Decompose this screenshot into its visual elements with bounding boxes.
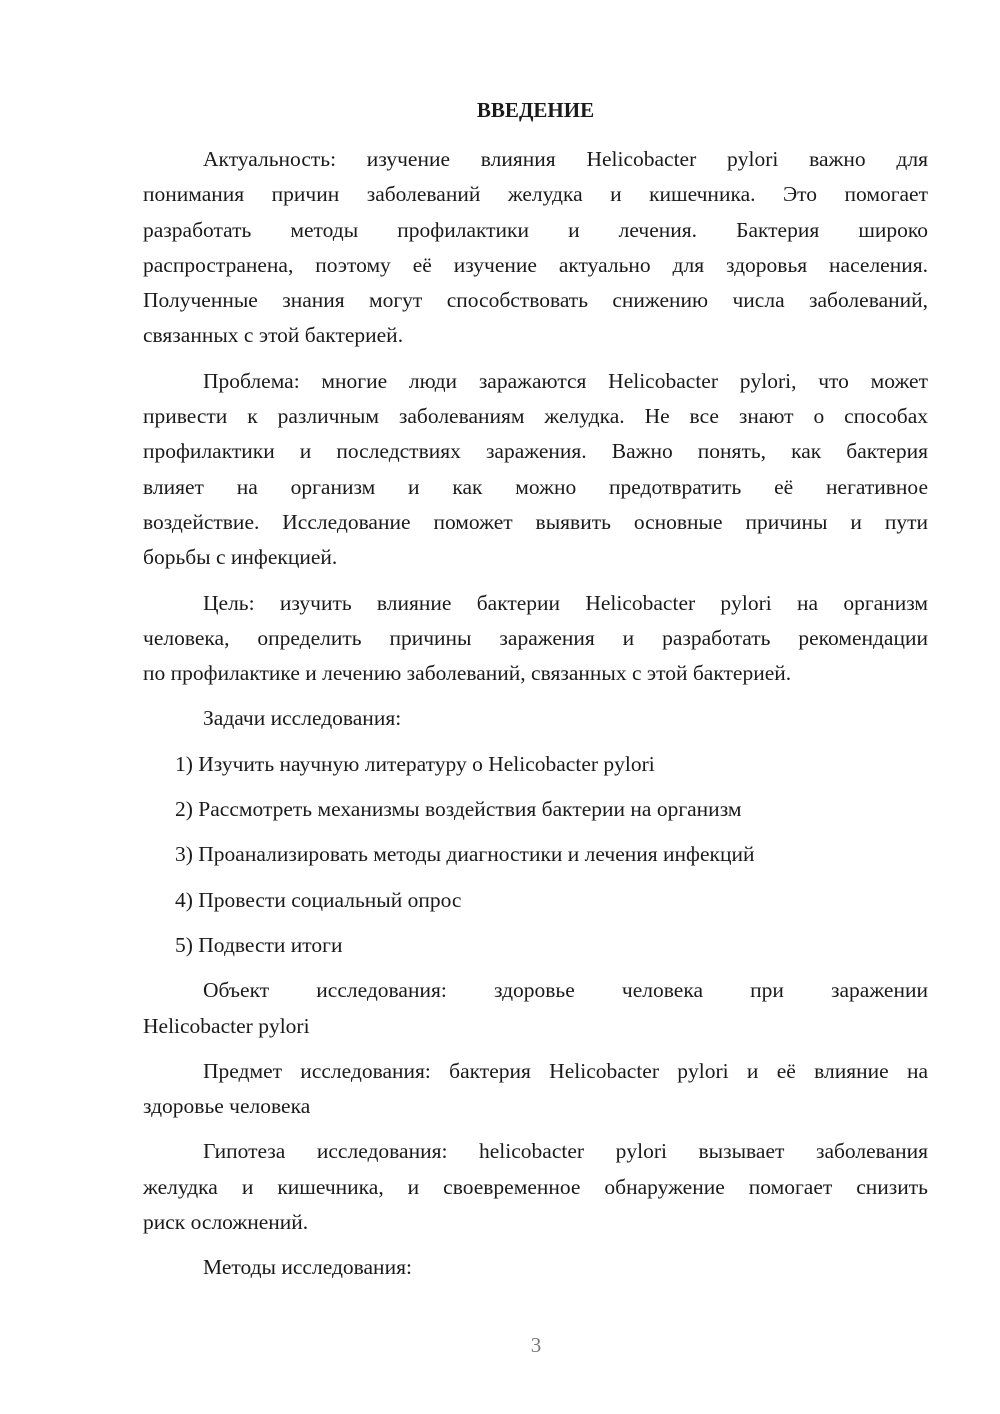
tasks-list xyxy=(143,747,928,963)
paragraph-hypothesis xyxy=(143,1134,928,1240)
text-line: борьбы с инфекцией. xyxy=(143,545,338,570)
text-line: Проблема: многие люди заражаются Helicobacter pylori, что может xyxy=(203,368,928,393)
text-line: Helicobacter pylori xyxy=(143,1013,310,1038)
page-number: 3 xyxy=(530,1333,542,1357)
text-line: профилактики и последствиях заражения. Важно понять, как бактерия xyxy=(143,439,928,464)
text-line: Объект исследования: здоровье человека при заражении xyxy=(203,978,928,1003)
text-line: Актуальность: изучение влияния Helicobacter pylori важно для xyxy=(203,147,928,171)
paragraph-relevance xyxy=(143,142,928,354)
text-line: риск осложнений. xyxy=(143,1210,309,1235)
document-page xyxy=(143,93,928,1296)
text-line: влияет на организм и как можно предотвратить её негативное xyxy=(143,474,928,499)
text-line: связанных с этой бактерией. xyxy=(143,323,404,348)
paragraph-object xyxy=(143,973,928,1044)
paragraph-subject xyxy=(143,1054,928,1125)
task-item: 1) Изучить научную литературу о Helicobacter pylori xyxy=(175,751,655,776)
text-line: Предмет исследования: бактерия Helicobacter pylori и её влияние на xyxy=(203,1058,928,1083)
paragraphs-top xyxy=(143,142,928,737)
task-item: 3) Проанализировать методы диагностики и лечения инфекций xyxy=(175,842,755,867)
paragraph-goal xyxy=(143,586,928,692)
paragraph-tasks-heading xyxy=(143,701,928,736)
task-item: 4) Провести социальный опрос xyxy=(175,887,462,912)
task-item: 5) Подвести итоги xyxy=(175,932,343,957)
text-line: желудка и кишечника, и своевременное обнаружение помогает снизить xyxy=(143,1174,928,1199)
text-line: по профилактике и лечению заболеваний, связанных с этой бактерией. xyxy=(143,661,792,686)
text-line: Полученные знания могут способствовать снижению числа заболеваний, xyxy=(143,288,928,313)
paragraph-problem xyxy=(143,364,928,576)
text-line: воздействие. Исследование поможет выявить основные причины и пути xyxy=(143,509,928,534)
text-line: человека, определить причины заражения и разработать рекомендации xyxy=(143,625,928,650)
text-line: здоровье человека xyxy=(143,1094,311,1119)
text-line: Цель: изучить влияние бактерии Helicobacter pylori на организм xyxy=(203,590,928,615)
paragraph-methods-heading xyxy=(143,1250,928,1285)
page-title: ВВЕДЕНИЕ xyxy=(476,98,595,122)
text-line: разработать методы профилактики и лечения. Бактерия широко xyxy=(143,217,928,242)
text-line: понимания причин заболеваний желудка и кишечника. Это помогает xyxy=(143,182,928,207)
text-line: распространена, поэтому её изучение актуально для здоровья населения. xyxy=(143,252,928,277)
text-line: привести к различным заболеваниям желудка. Не все знают о способах xyxy=(143,404,928,429)
text-line: Задачи исследования: xyxy=(203,706,402,731)
text-line: Гипотеза исследования: helicobacter pylori вызывает заболевания xyxy=(203,1139,928,1164)
paragraphs-bottom xyxy=(143,973,928,1285)
text-line: Методы исследования: xyxy=(203,1255,412,1280)
task-item: 2) Рассмотреть механизмы воздействия бактерии на организм xyxy=(175,797,742,822)
